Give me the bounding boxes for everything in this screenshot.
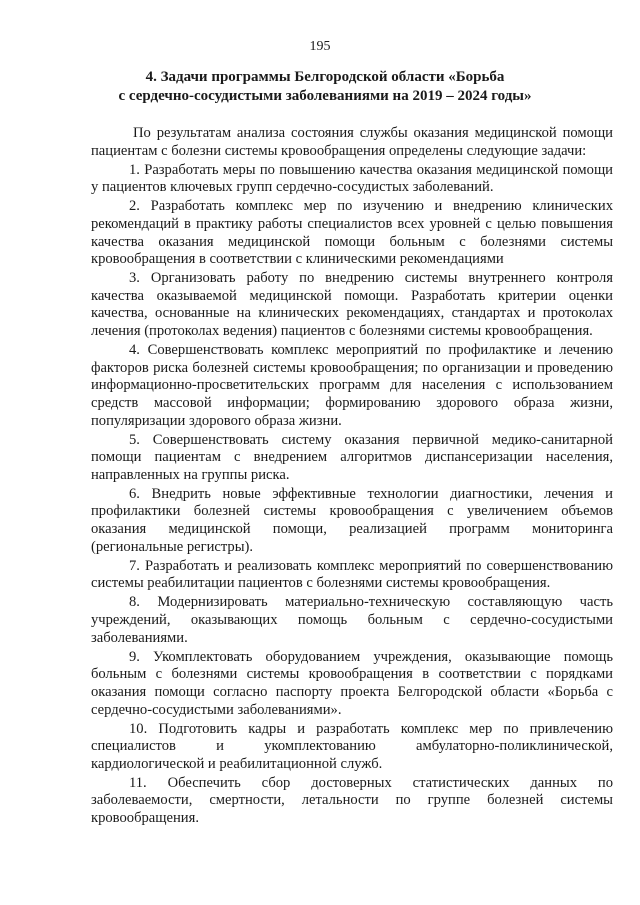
task-paragraph-2: 2. Разработать комплекс мер по изучению и внедрению клинических рекомендаций в практику работы специалистов всех уровней с целью повышения качества оказания медицинской помощи больным с болезнями системы кровообращения в соответствии с клиническими рекомендациями [91, 198, 613, 268]
task-paragraph-1: 1. Разработать меры по повышению качества оказания медицинской помощи у пациентов ключевых групп сердечно-сосудистых заболеваний. [91, 161, 613, 196]
task-paragraph-8: 8. Модернизировать материально-техническую составляющую часть учреждений, оказывающих помощь больным с сердечно-сосудистыми заболеваниями. [91, 594, 613, 646]
task-paragraph-5: 5. Совершенствовать систему оказания первичной медико-санитарной помощи пациентам с внедрением алгоритмов диспансеризации населения, направленных на группы риска. [91, 431, 613, 483]
body-text [91, 125, 613, 829]
task-paragraph-11: 11. Обеспечить сбор достоверных статистических данных по заболеваемости, смертности, летальности по группе болезней системы кровообращения. [91, 774, 613, 827]
section-title-line-1: 4. Задачи программы Белгородской области «Борьба [145, 69, 505, 85]
task-paragraph-7: 7. Разработать и реализовать комплекс мероприятий по совершенствованию системы реабилитации пациентов с болезнями системы кровообращения. [91, 557, 613, 592]
section-title [90, 68, 560, 106]
task-paragraph-3: 3. Организовать работу по внедрению системы внутреннего контроля качества оказываемой медицинской помощи. Разработать критерии оценки качества, основанные на клинических рекомендациях, стандартах и протоколах лечения (протоколах ведения) пациентов с болезнями системы кровообращения. [91, 270, 613, 340]
task-paragraph-6: 6. Внедрить новые эффективные технологии диагностики, лечения и профилактики болезней системы кровообращения с увеличением объемов оказания медицинской помощи, реализацией программ мониторинга (региональные регистры). [91, 485, 613, 555]
task-paragraph-10: 10. Подготовить кадры и разработать комплекс мер по привлечению специалистов и укомплектованию амбулаторно-поликлинической, кардиологической и реабилитационной служб. [91, 720, 613, 772]
page-number: 195 [309, 39, 331, 54]
task-paragraph-4: 4. Совершенствовать комплекс мероприятий по профилактике и лечению факторов риска болезней системы кровообращения; по организации и проведению информационно-просветительских программ для населения с использованием средств массовой информации; формированию здорового образа жизни, популяризации здорового образа жизни. [91, 342, 613, 429]
section-title-line-2: с сердечно-сосудистыми заболеваниями на 2019 – 2024 годы» [118, 88, 532, 104]
intro-paragraph: По результатам анализа состояния службы оказания медицинской помощи пациентам с болезни системы кровообращения определены следующие задачи: [91, 125, 613, 159]
task-paragraph-9: 9. Укомплектовать оборудованием учреждения, оказывающие помощь больным с болезнями системы кровообращения в соответствии с порядками оказания помощи согласно паспорту проекта Белгородской области «Борьба с сердечно-сосудистыми заболеваниями». [91, 648, 613, 718]
